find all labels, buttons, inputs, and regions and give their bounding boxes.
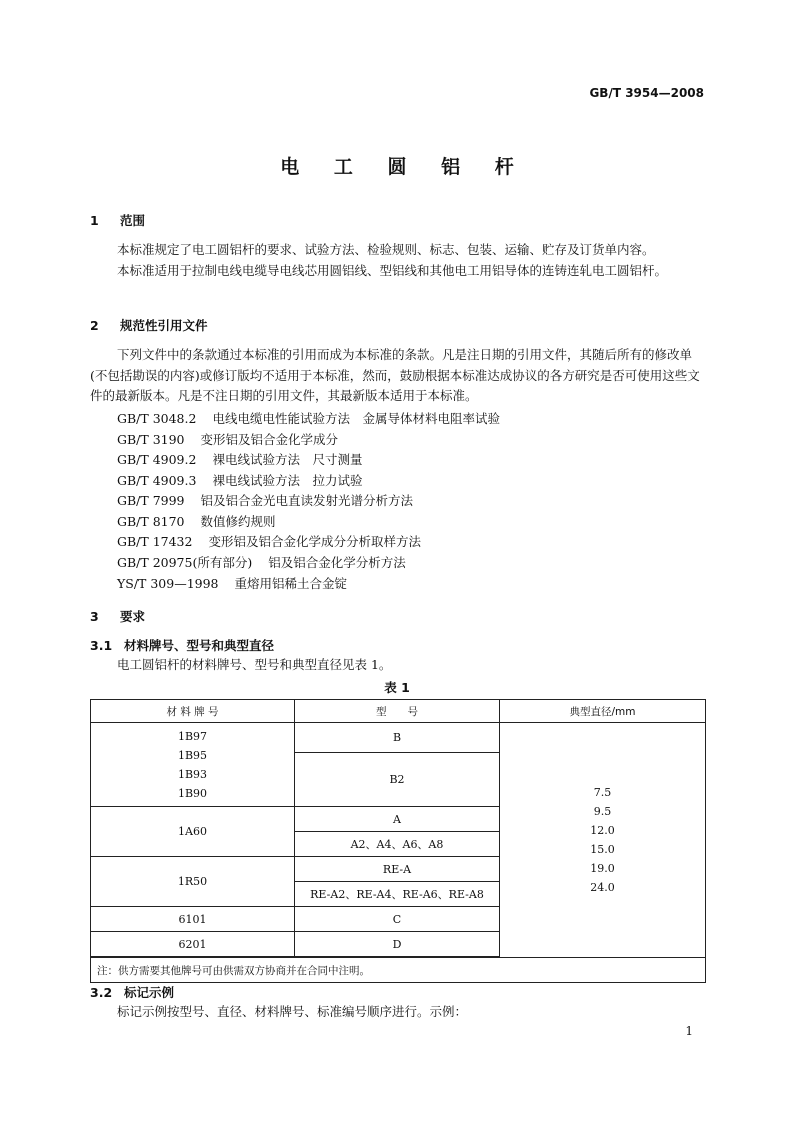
section-title: 材料牌号、型号和典型直径 bbox=[124, 638, 275, 653]
diameter-value: 9.5 bbox=[593, 805, 612, 818]
table-header-type: 型 号 bbox=[295, 700, 500, 723]
reference-code: GB/T 8170 bbox=[117, 514, 185, 529]
reference-item bbox=[117, 532, 421, 550]
reference-item bbox=[117, 450, 362, 468]
section-number: 3 bbox=[90, 609, 99, 624]
diameter-value: 24.0 bbox=[590, 881, 615, 894]
diameter-value: 19.0 bbox=[590, 862, 615, 875]
diameter-value: 12.0 bbox=[590, 824, 615, 837]
reference-code: GB/T 17432 bbox=[117, 534, 193, 549]
section-3-1-heading bbox=[90, 636, 274, 654]
reference-title: 电线电缆电性能试验方法 金属导体材料电阻率试验 bbox=[212, 411, 500, 426]
type-cell: RE-A2、RE-A4、RE-A6、RE-A8 bbox=[295, 882, 500, 907]
type-cell: C bbox=[295, 907, 500, 932]
reference-item bbox=[117, 574, 347, 592]
diameter-value: 15.0 bbox=[590, 843, 615, 856]
reference-title: 重熔用铝稀土合金锭 bbox=[234, 576, 348, 591]
type-cell: RE-A bbox=[295, 857, 500, 882]
grade-value: 1B90 bbox=[177, 786, 208, 800]
type-cell: A bbox=[295, 807, 500, 832]
grade-value: 1B93 bbox=[177, 767, 208, 781]
section-3-2-text: 标记示例按型号、直径、材料牌号、标准编号顺序进行。示例： bbox=[117, 1004, 468, 1019]
reference-code: GB/T 4909.3 bbox=[117, 473, 197, 488]
table-note: 注：供方需要其他牌号可由供需双方协商并在合同中注明。 bbox=[91, 958, 706, 983]
section-number: 3.2 bbox=[90, 985, 113, 1000]
reference-code: GB/T 3048.2 bbox=[117, 411, 197, 426]
reference-item bbox=[117, 553, 406, 571]
grade-cell bbox=[91, 723, 295, 807]
section-title: 范围 bbox=[120, 213, 146, 228]
reference-title: 变形铝及铝合金化学成分 bbox=[200, 432, 339, 447]
grade-cell: 6201 bbox=[91, 932, 295, 957]
grade-value: 1B97 bbox=[177, 729, 208, 743]
reference-item bbox=[117, 430, 338, 448]
section-number: 3.1 bbox=[90, 638, 113, 653]
page-number: 1 bbox=[685, 1024, 693, 1038]
section-3-1-text: 电工圆铝杆的材料牌号、型号和典型直径见表 1。 bbox=[117, 657, 392, 672]
reference-title: 裸电线试验方法 尺寸测量 bbox=[212, 452, 363, 467]
section-3-2-heading bbox=[90, 983, 174, 1001]
type-cell: B2 bbox=[295, 753, 500, 807]
reference-title: 变形铝及铝合金化学成分分析取样方法 bbox=[208, 534, 421, 549]
reference-title: 数值修约规则 bbox=[200, 514, 276, 529]
grade-table bbox=[90, 699, 706, 983]
reference-item bbox=[117, 471, 362, 489]
reference-item bbox=[117, 512, 276, 530]
grade-cell: 6101 bbox=[91, 907, 295, 932]
table-header-grade: 材 料 牌 号 bbox=[91, 700, 295, 723]
scope-paragraph-1: 本标准规定了电工圆铝杆的要求、试验方法、检验规则、标志、包装、运输、贮存及订货单内容。 bbox=[117, 242, 655, 257]
reference-title: 铝及铝合金光电直读发射光谱分析方法 bbox=[200, 493, 414, 508]
section-2-heading bbox=[90, 316, 208, 334]
diameter-value: 7.5 bbox=[593, 786, 612, 799]
type-cell: D bbox=[295, 932, 500, 957]
scope-paragraph-2: 本标准适用于拉制电线电缆导电线芯用圆铝线、型铝线和其他电工用铝导体的连铸连轧电工圆铝杆。 bbox=[117, 263, 668, 278]
section-number: 1 bbox=[90, 213, 99, 228]
type-cell: B bbox=[295, 723, 500, 753]
reference-code: YS/T 309—1998 bbox=[117, 576, 219, 591]
grade-value: 1B95 bbox=[177, 748, 208, 762]
reference-code: GB/T 4909.2 bbox=[117, 452, 197, 467]
reference-code: GB/T 7999 bbox=[117, 493, 185, 508]
type-cell: A2、A4、A6、A8 bbox=[295, 832, 500, 857]
section-number: 2 bbox=[90, 318, 99, 333]
section-1-heading bbox=[90, 211, 145, 229]
references-intro: 下列文件中的条款通过本标准的引用而成为本标准的条款。凡是注日期的引用文件，其随后所有的修改单(不包括勘误的内容)或修订版均不适用于本标准，然而，鼓励根据本标准达成协议的各方研究是否可使用这些文件的最新版本。凡是不注日期的引用文件，其最新版本适用于本标准。 bbox=[90, 347, 700, 403]
standard-number: GB/T 3954—2008 bbox=[589, 86, 704, 100]
table-caption: 表 1 bbox=[384, 680, 410, 695]
reference-item bbox=[117, 491, 413, 509]
section-title: 要求 bbox=[120, 609, 146, 624]
table-header-diameter: 典型直径/mm bbox=[500, 700, 706, 723]
reference-code: GB/T 3190 bbox=[117, 432, 185, 447]
reference-item bbox=[117, 409, 500, 427]
grade-cell: 1R50 bbox=[91, 857, 295, 907]
diameter-cell bbox=[500, 723, 706, 958]
section-3-heading bbox=[90, 607, 145, 625]
document-title: 电 工 圆 铝 杆 bbox=[280, 156, 528, 178]
grade-cell: 1A60 bbox=[91, 807, 295, 857]
section-title: 标记示例 bbox=[124, 985, 175, 1000]
reference-title: 裸电线试验方法 拉力试验 bbox=[212, 473, 363, 488]
reference-code: GB/T 20975(所有部分) bbox=[117, 555, 253, 570]
reference-title: 铝及铝合金化学分析方法 bbox=[268, 555, 406, 570]
section-title: 规范性引用文件 bbox=[120, 318, 208, 333]
